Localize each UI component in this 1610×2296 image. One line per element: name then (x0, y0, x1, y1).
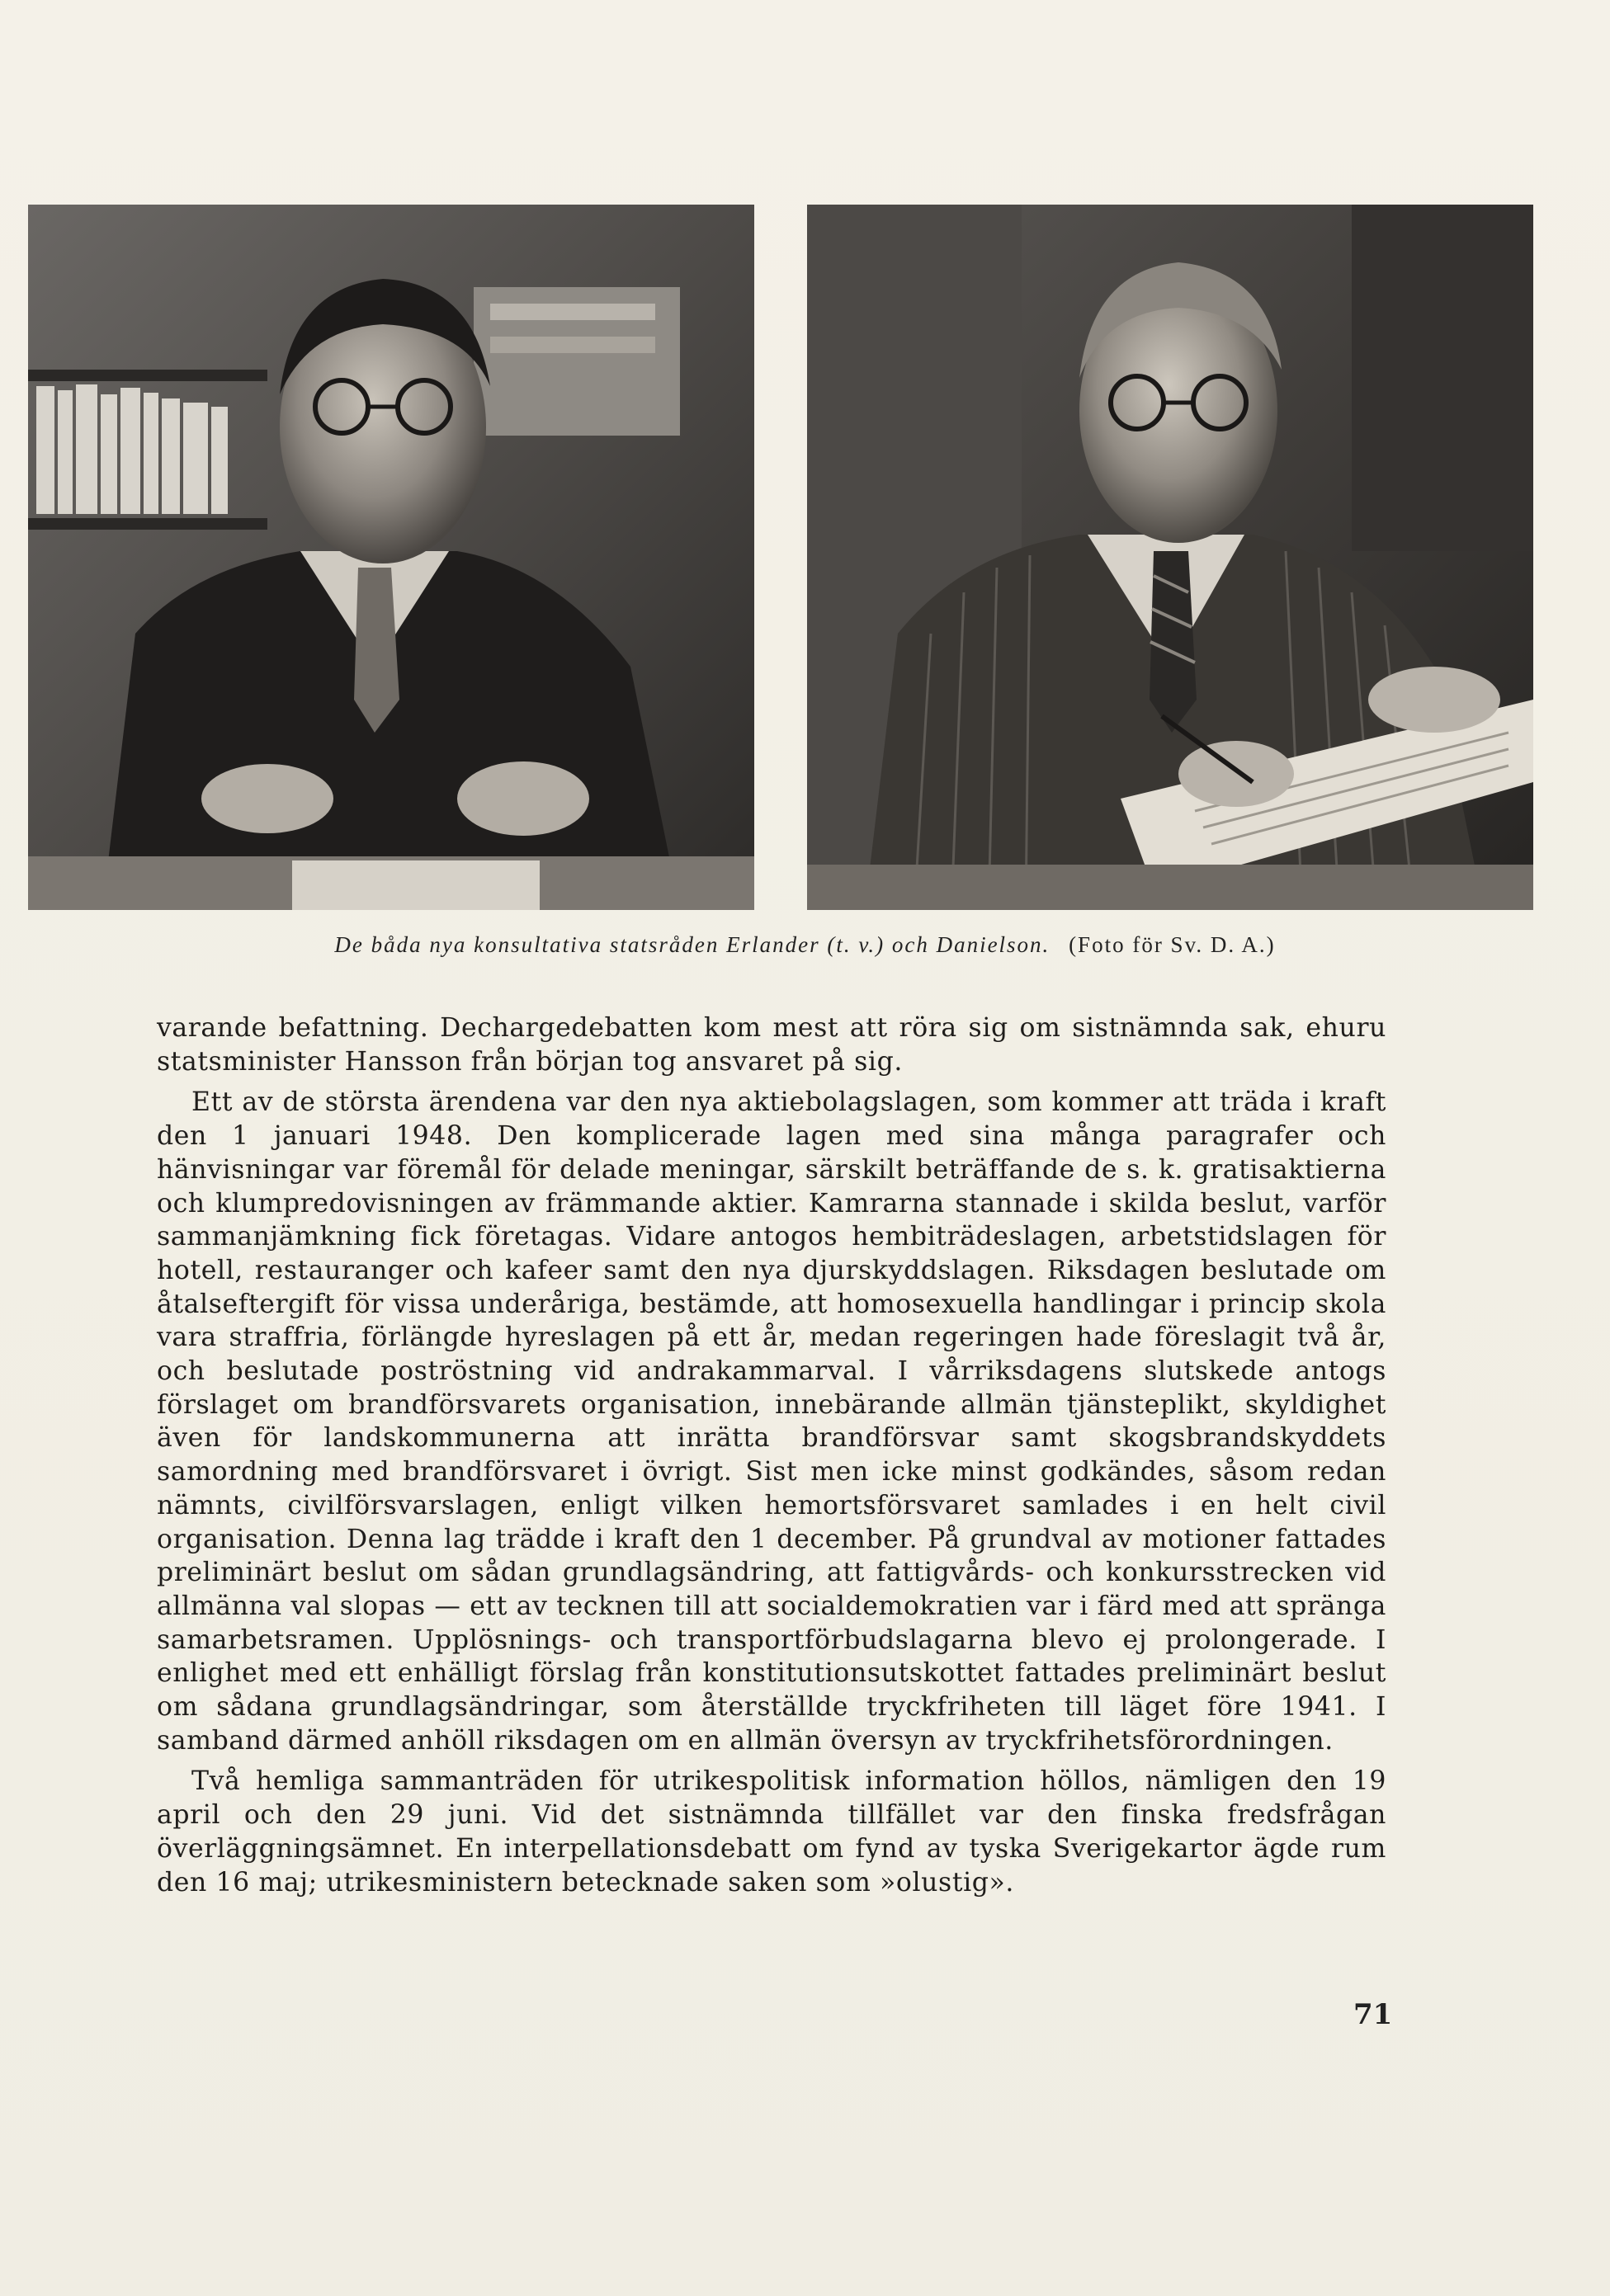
photo-erlander (28, 205, 754, 910)
paragraph: varande befattning. Dechargedebatten kom mest att röra sig om sistnämnda sak, ehuru statsminister Hansson från början tog ansvaret på sig. (157, 1013, 1386, 1077)
photo-credit: (Foto för Sv. D. A.) (1069, 932, 1276, 957)
portrait-photo-danielson-icon (807, 205, 1533, 910)
paragraph: Två hemliga sammanträden för utrikespolitisk information höllos, nämligen den 19 april och den 29 juni. Vid det sistnämnda tillfället var den finska fredsfrågan överläggningsämnet. En interpellationsdebatt om fynd av tyska Sverigekartor ägde rum den 16 maj; utrikesministern betecknade saken som »olustig». (157, 1766, 1386, 1898)
article-body (157, 1011, 1386, 1907)
caption-text: De båda nya konsultativa statsråden Erlander (t. v.) och Danielson. (334, 932, 1051, 957)
page-number: 71 (1353, 1998, 1393, 2031)
portrait-photo-erlander-icon (28, 205, 754, 910)
photo-danielson (807, 205, 1533, 910)
photo-caption (0, 932, 1610, 958)
paragraph: Ett av de största ärendena var den nya aktiebolagslagen, som kommer att träda i kraft den 1 januari 1948. Den komplicerade lagen med sina många paragrafer och hänvisningar var föremål för delade meningar, särskilt beträffande de s. k. gratisaktierna och klumpredovisningen av främmande aktier. Kamrarna stannade i skilda beslut, varför sammanjämkning fick företagas. Vidare antogos hembiträdeslagen, arbetstidslagen för hotell, restauranger och kafeer samt den nya djurskyddslagen. Riksdagen beslutade om åtalseftergift för vissa underåriga, bestämde, att homosexuella handlingar i princip skola vara straffria, förlängde hyreslagen på ett år, medan regeringen hade föreslagit två år, och beslutade poströstning vid andrakammarval. I vårriksdagens slutskede antogs förslaget om brandförsvarets organisation, innebärande allmän tjänsteplikt, skyldighet även för landskommunerna att inrätta brandförsvar samt skogsbrandskyddets samordning med brandförsvaret i övrigt. Sist men icke minst godkändes, såsom redan nämnts, civilförsvarslagen, enligt vilken hemortsförsvaret samlades i en helt civil organisation. Denna lag trädde i kraft den 1 december. På grundval av motioner fattades preliminärt beslut om sådan grundlagsändring, att fattigvårds- och konkursstrecken vid allmänna val slopas — ett av tecknen till att socialdemokratien var i färd med att spränga samarbetsramen. Upplösnings- och transportförbudslagarna blevo ej prolongerade. I enlighet med ett enhälligt förslag från konstitutionsutskottet fattades preliminärt beslut om sådana grundlagsändringar, som återställde tryckfriheten till läget före 1941. I samband därmed anhöll riksdagen om en allmän översyn av tryckfrihetsförordningen. (157, 1087, 1386, 1756)
